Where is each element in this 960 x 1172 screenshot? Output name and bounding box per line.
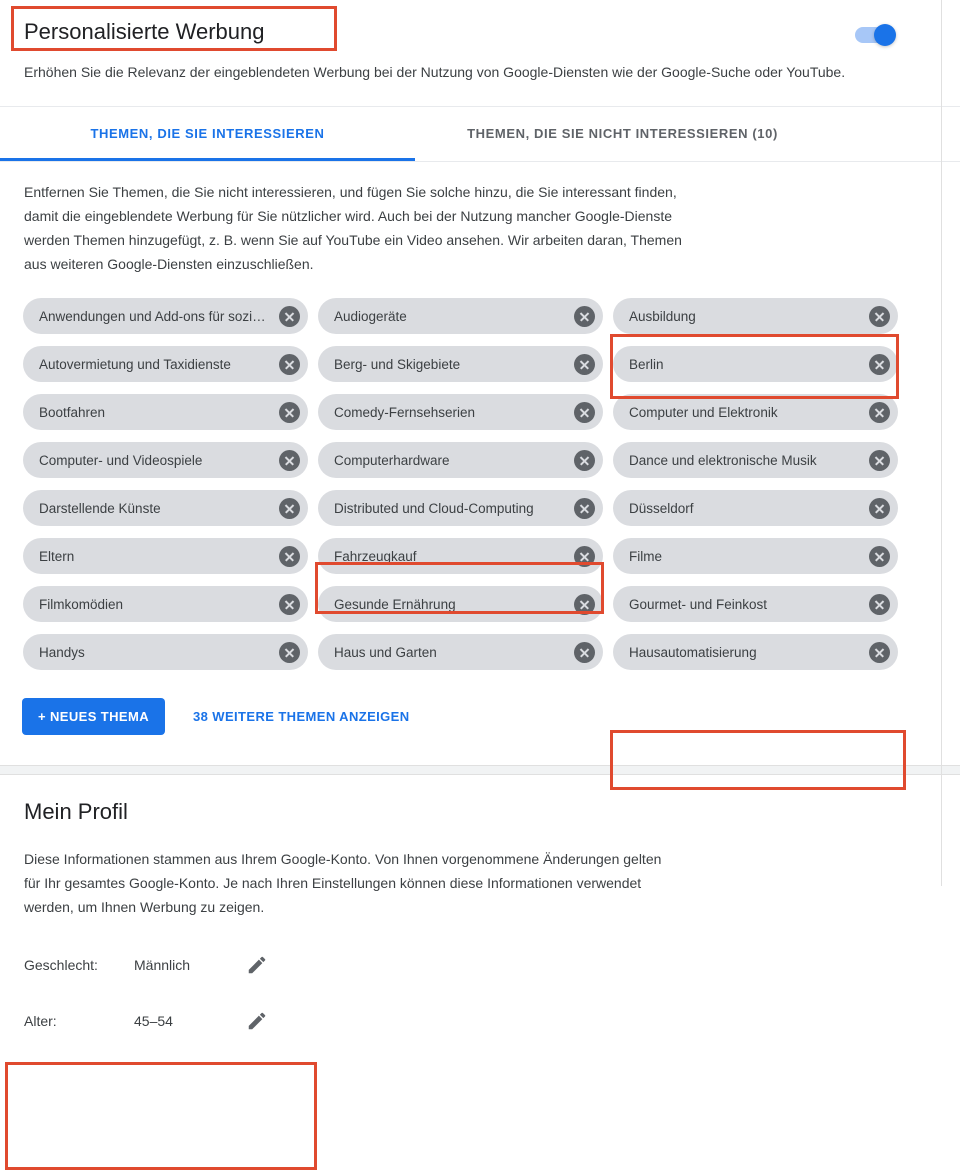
list-item	[313, 532, 608, 580]
topics-chip-list	[0, 286, 960, 676]
close-circle-icon[interactable]	[279, 498, 300, 519]
list-item	[313, 388, 608, 436]
close-circle-icon[interactable]	[574, 594, 595, 615]
close-circle-icon[interactable]	[869, 546, 890, 567]
topic-chip[interactable]	[318, 634, 603, 670]
topic-chip-label: Fahrzeugkauf	[334, 548, 417, 564]
section-divider	[0, 765, 960, 775]
topic-chip-label: Ausbildung	[629, 308, 696, 324]
list-item	[608, 436, 903, 484]
topic-chip-label: Audiogeräte	[334, 308, 407, 324]
topic-chip-label: Comedy-Fernsehserien	[334, 404, 476, 420]
my-profile-card	[0, 775, 960, 1041]
topic-chip[interactable]	[318, 586, 603, 622]
ads-header	[0, 0, 960, 46]
highlight-profile-fields	[5, 1062, 317, 1170]
topic-chip[interactable]	[318, 346, 603, 382]
list-item	[18, 628, 313, 676]
page-title: Personalisierte Werbung	[24, 19, 265, 44]
profile-value: Männlich	[134, 957, 191, 973]
pencil-icon[interactable]	[246, 1010, 268, 1032]
close-circle-icon[interactable]	[869, 402, 890, 423]
topic-chip-label: Anwendungen und Add-ons für sozi…	[39, 308, 266, 324]
list-item	[313, 340, 608, 388]
tab-interested-topics[interactable]: THEMEN, DIE SIE INTERESSIEREN	[0, 107, 415, 161]
close-circle-icon[interactable]	[574, 642, 595, 663]
topics-actions	[0, 676, 960, 765]
topic-chip-label: Düsseldorf	[629, 500, 694, 516]
add-topic-button[interactable]: + NEUES THEMA	[22, 698, 165, 735]
topic-chip-label: Berg- und Skigebiete	[334, 356, 461, 372]
profile-value: 45–54	[134, 1013, 173, 1029]
topic-chip-label: Gourmet- und Feinkost	[629, 596, 768, 612]
topic-chip-label: Berlin	[629, 356, 664, 372]
profile-row-gender	[24, 945, 936, 985]
topic-chip-label: Eltern	[39, 548, 75, 564]
list-item	[313, 628, 608, 676]
close-circle-icon[interactable]	[869, 498, 890, 519]
close-circle-icon[interactable]	[869, 642, 890, 663]
close-circle-icon[interactable]	[869, 450, 890, 471]
close-circle-icon[interactable]	[574, 402, 595, 423]
topic-chip[interactable]	[613, 538, 898, 574]
topic-chip[interactable]	[23, 346, 308, 382]
list-item	[18, 436, 313, 484]
topic-chip[interactable]	[613, 346, 898, 382]
topic-chip-label: Filmkomödien	[39, 596, 124, 612]
topic-chip-label: Dance und elektronische Musik	[629, 452, 817, 468]
topic-chip[interactable]	[613, 490, 898, 526]
topic-chip[interactable]	[613, 586, 898, 622]
close-circle-icon[interactable]	[574, 450, 595, 471]
topic-chip[interactable]	[613, 394, 898, 430]
close-circle-icon[interactable]	[279, 450, 300, 471]
list-item	[313, 580, 608, 628]
list-item	[18, 532, 313, 580]
topics-tabs	[0, 106, 960, 162]
topic-chip-label: Autovermietung und Taxidienste	[39, 356, 231, 372]
profile-row-age	[24, 1001, 936, 1041]
list-item	[18, 340, 313, 388]
close-circle-icon[interactable]	[574, 354, 595, 375]
list-item	[608, 388, 903, 436]
topic-chip[interactable]	[23, 298, 308, 334]
topic-chip[interactable]	[23, 394, 308, 430]
list-item	[608, 340, 903, 388]
topic-chip[interactable]	[318, 490, 603, 526]
close-circle-icon[interactable]	[869, 306, 890, 327]
topic-chip-label: Computer und Elektronik	[629, 404, 778, 420]
topic-chip-label: Haus und Garten	[334, 644, 437, 660]
topic-chip-label: Handys	[39, 644, 85, 660]
close-circle-icon[interactable]	[574, 498, 595, 519]
topic-chip[interactable]	[23, 490, 308, 526]
topic-chip-label: Darstellende Künste	[39, 500, 161, 516]
profile-key: Alter:	[24, 1013, 57, 1029]
personalized-ads-toggle[interactable]	[852, 24, 896, 46]
topic-chip[interactable]	[613, 634, 898, 670]
list-item	[608, 580, 903, 628]
topic-chip-label: Filme	[629, 548, 662, 564]
close-circle-icon[interactable]	[279, 642, 300, 663]
close-circle-icon[interactable]	[574, 306, 595, 327]
list-item	[608, 292, 903, 340]
topic-chip[interactable]	[318, 394, 603, 430]
profile-title: Mein Profil	[24, 799, 128, 824]
topic-chip[interactable]	[23, 538, 308, 574]
close-circle-icon[interactable]	[279, 306, 300, 327]
list-item	[18, 484, 313, 532]
toggle-knob	[874, 24, 896, 46]
topic-chip-label: Gesunde Ernährung	[334, 596, 456, 612]
list-item	[18, 580, 313, 628]
ads-description: Erhöhen Sie die Relevanz der eingeblendeten Werbung bei der Nutzung von Google-Diensten wie der Google-Suche oder YouTube.	[24, 64, 846, 80]
close-circle-icon[interactable]	[869, 594, 890, 615]
topic-chip-label: Distributed und Cloud-Computing	[334, 500, 534, 516]
topic-chip[interactable]	[613, 298, 898, 334]
topic-chip-label: Hausautomatisierung	[629, 644, 757, 660]
list-item	[18, 292, 313, 340]
show-more-topics-button[interactable]: 38 WEITERE THEMEN ANZEIGEN	[187, 708, 416, 725]
topic-chip-label: Computer- und Videospiele	[39, 452, 203, 468]
card-right-edge	[941, 0, 942, 886]
topic-chip[interactable]	[318, 538, 603, 574]
list-item	[608, 484, 903, 532]
topic-chip[interactable]	[613, 442, 898, 478]
close-circle-icon[interactable]	[574, 546, 595, 567]
close-circle-icon[interactable]	[279, 402, 300, 423]
close-circle-icon[interactable]	[279, 546, 300, 567]
list-item	[313, 436, 608, 484]
topic-chip[interactable]	[318, 298, 603, 334]
topic-chip[interactable]	[318, 442, 603, 478]
topic-chip[interactable]	[23, 586, 308, 622]
pencil-icon[interactable]	[246, 954, 268, 976]
tab-not-interested-topics[interactable]: THEMEN, DIE SIE NICHT INTERESSIEREN (10)	[467, 126, 778, 141]
profile-key: Geschlecht:	[24, 957, 98, 973]
topic-chip[interactable]	[23, 634, 308, 670]
topics-intro-text: Entfernen Sie Themen, die Sie nicht interessieren, und fügen Sie solche hinzu, die Sie interessant finden, damit die eingeblendete Werbung für Sie nützlicher wird. Auch bei der Nutzung mancher Google-Dienste werden Themen hinzugefügt, z. B. wenn Sie auf YouTube ein Video ansehen. Wir arbeiten daran, Themen aus weiteren Google-Diensten einzuschließen.	[24, 184, 682, 272]
topic-chip-label: Bootfahren	[39, 404, 106, 420]
topic-chip-label: Computerhardware	[334, 452, 450, 468]
topic-chip[interactable]	[23, 442, 308, 478]
close-circle-icon[interactable]	[279, 594, 300, 615]
list-item	[608, 532, 903, 580]
list-item	[313, 484, 608, 532]
close-circle-icon[interactable]	[279, 354, 300, 375]
close-circle-icon[interactable]	[869, 354, 890, 375]
list-item	[313, 292, 608, 340]
list-item	[18, 388, 313, 436]
profile-description: Diese Informationen stammen aus Ihrem Google-Konto. Von Ihnen vorgenommene Änderungen gelten für Ihr gesamtes Google-Konto. Je nach Ihren Einstellungen können diese Informationen verwendet werden, um Ihnen Werbung zu zeigen.	[24, 851, 662, 915]
list-item	[608, 628, 903, 676]
